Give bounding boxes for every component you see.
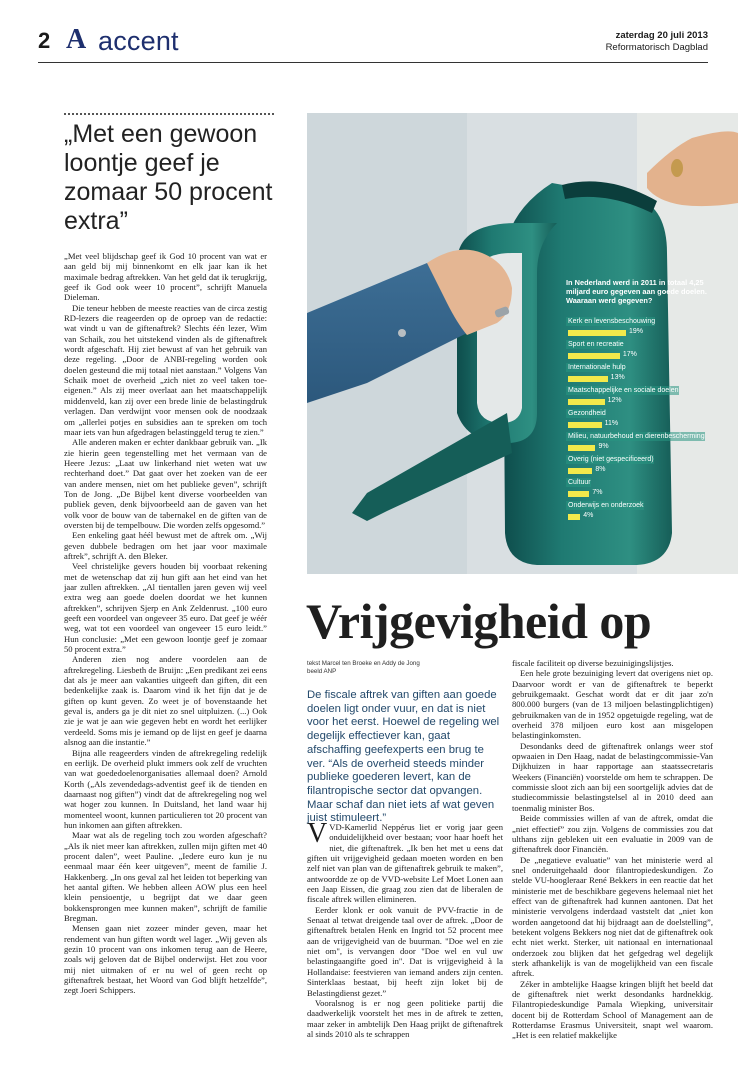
infographic-value-label: 4% (583, 512, 594, 519)
article-lead: De fiscale aftrek van giften aan goede doelen ligt onder vuur, en dat is niet voor het eerst. Hoewel de regeling wel degelijk effectiever kan, gaat afschaffing geefexperts een brug te ver. “Als de overheid steeds minder publieke goederen levert, kan de filantropische sector dat opvangen. Maar schaf dan niet iets af wat geven juist stimuleert.” (307, 689, 500, 825)
infographic-value-label: 13% (610, 374, 625, 381)
issue-date: zaterdag 20 juli 2013 (615, 30, 708, 41)
infographic-category-label: Overig (niet gespecificeerd) (568, 456, 654, 463)
infographic-value-label: 17% (622, 351, 637, 358)
paragraph: „Met veel blijdschap geef ik God 10 procent van wat er aan geld bij mij binnenkomt en elk jaar kan ik het maximale bedrag aftrekken. Van het geld dat ik terugkrijg, geef ik God ook weer 10 procent”, schrijft Manuela Dieleman. (64, 251, 267, 303)
paragraph: De „negatieve evaluatie” van het ministerie werd al snel onderuitgehaald door filantropiedeskundigen. Zo stelde VU-hoogleraar René Bekkers in een reactie dat het ministerie met de beschikbare gegevens helemaal niet het effect van de giftenaftrek had kunnen aantonen. Dat het ministerie vervolgens inderdaad vaststelt dat „niet kon worden aangetoond dat hij bijdraagt aan de doelstelling”, betekent volgens Bekkers nog niet dat de giftenaftrek ook echt niet werkt. Sterker, uit nationaal en internationaal onderzoek zou blijken dat het gefgedrag wel degelijk sterk afhankelijk is van de mogelijkheid van een fiscale aftrek. (512, 854, 713, 979)
paragraph: Maar wat als de regeling toch zou worden afgeschaft? „Als ik niet meer kan aftrekken, zullen mijn giften met 40 procent dalen”, weet Pauline. „Iedere euro kun je nu eenmaal maar één keer uitgeven”, meent de familie J. Hakkenberg. „In ons geval zal het leiden tot beperking van het aantal giften. We hebben alleen AOW plus een heel klein pensioentje, u begrijpt dat we daar geen bokkensprongen mee kunnen maken”, schrijft de familie Bregman. (64, 830, 267, 923)
newspaper-logo: A (66, 24, 87, 55)
article-headline: Vrijgevigheid op (306, 593, 652, 649)
paragraph: Vooralsnog is er nog geen politieke partij die daadwerkelijk voorstelt het mes in de aftrek te zetten, maar zeker in ambtelijk Den Haag prijkt de giftenaftrek al sinds 2010 als te schrappen (307, 997, 503, 1039)
header-dateline (606, 30, 708, 54)
paragraph: Een hele grote bezuiniging levert dat overigens niet op. Daarvoor wordt er van de giftenaftrek te beperkt gebruikgemaakt. Geschat wordt dat er dit jaar zo'n 800.000 burgers (van de 13 miljoen belastingplichtigen) gebruikmaken van de in 1952 opgetuigde regeling, wat de overheid 378 miljoen euro kost aan misgelopen belastinginkomsten. (512, 668, 713, 741)
infographic-category-label: Maatschappelijke en sociale doelen (568, 387, 679, 394)
infographic-row (566, 402, 716, 425)
infographic-value-label: 7% (592, 489, 603, 496)
paragraph (307, 818, 503, 905)
infographic-row (566, 425, 716, 448)
infographic-row (566, 379, 716, 402)
infographic-row (566, 448, 716, 471)
infographic-bar-track (566, 513, 716, 521)
infographic-value-label: 8% (595, 466, 606, 473)
infographic-category-label: Cultuur (568, 479, 591, 486)
paragraph: Desondanks deed de giftenaftrek onlangs weer stof opwaaien in Den Haag, nadat de belastingcommissie-Van Dijkhuizen in haar rapportage aan staatssecretaris Weekers (Financiën) voorstelde om hem te schrappen. De commissie sloot zich aan bij een soortgelijk advies dat de studiecommissie belastingstelsel al in 2010 deed aan toenmalig minister Bos. (512, 740, 713, 813)
paragraph: Zéker in ambtelijke Haagse kringen blijft het beeld dat de giftenaftrek niet werkt desondanks hardnekkig. Filantropiedeskundige Pamala Wiepking, universitair docent bij de Rotterdam School of Management aan de Rotterdamse Erasmus Universiteit, snapt wel waarom. „Het is een relatief makkelijke (512, 978, 713, 1041)
infographic-category-label: Onderwijs en onderzoek (568, 502, 644, 509)
infographic-category-label: Sport en recreatie (568, 341, 624, 348)
infographic-category-label: Milieu, natuurbehoud en dierenbescherming (568, 433, 705, 440)
paragraph: Beide commissies willen af van de aftrek, omdat die „niet effectief” zou zijn. Volgens de commissies zou dat ulthans zijn gebleken uit een evaluatie in 2009 van de giftenaftrek door Financiën. (512, 813, 713, 855)
infographic-title: In Nederland werd in 2011 in totaal 4,25 miljard euro gegeven aan goede doelen. Waaraan werd gegeven? (566, 278, 707, 305)
page-number: 2 (38, 28, 51, 53)
giving-infographic (566, 278, 716, 517)
photo-credit: beeld ANP (307, 668, 337, 675)
publication-name: Reformatorisch Dagblad (605, 42, 708, 53)
infographic-value-label: 9% (598, 443, 609, 450)
dotted-divider (64, 113, 274, 115)
infographic-bar (568, 514, 580, 520)
infographic-row (566, 356, 716, 379)
infographic-row (566, 310, 716, 333)
infographic-category-label: Internationale hulp (568, 364, 626, 371)
infographic-category-label: Gezondheid (568, 410, 606, 417)
infographic-value-label: 11% (604, 420, 619, 427)
article-column-2 (512, 658, 713, 1041)
drop-cap: V (307, 818, 328, 849)
pull-quote: „Met een gewoon loontje geef je zomaar 50 procent extra” (64, 120, 273, 235)
paragraph: fiscale faciliteit op diverse bezuinigingslijstjes. (512, 658, 674, 668)
paragraph: Veel christelijke gevers houden bij voorbaat rekening met de wetenschap dat zij hun gift aan het eind van het jaar zullen aftrekken. „Al tientallen jaren geven wij veel extra weg aan goede doelen doordat we het kunnen aftrekken”, schrijven Sjerp en Ank Zeldenrust. „100 euro geeft een voordeel van ongeveer 35 euro. Dat geef je wéér weg, wat tot een voordeel van ongeveer 15 euro leidt.” Hun conclusie: „Met een gewoon loontje geef je zomaar 50 procent extra.” (64, 561, 267, 655)
article-column-1 (307, 818, 503, 1039)
article-credits (307, 660, 497, 676)
section-title: accent (98, 26, 179, 56)
paragraph: Eerder klonk er ook vanuit de PVV-fractie in de Senaat al tetwat dreigende taal over de aftrek. „Door de giftenaftrek betalen Henk en Ingrid tot 52 procent mee aan de vrijgevigheid van de buurman. "Doe wel en zie niet om", is vervangen door "Doe wel en vul uw belastingaangifte goed in". Dat is vrijgevigheid à la Hollandaise: feestvieren van iemand anders zijn centen. Sinterklaas bestaat, bij heeft zijn loket bij de Belastingdienst gezet.” (307, 904, 503, 998)
paragraph: Die teneur hebben de meeste reacties van de circa zestig RD-lezers die reageerden op de oproep van de redactie: wat vindt u van de giftenaftrek? Slechts één lezer, Wim van Schaik, zou het uitstekend vinden als de giftenaftrek wordt afgeschaft. Hij ziet bewust af van het gebruik van deze regeling. „Door de ANBI-regeling worden ook doelen gesteund die mij totaal niet aanstaan.” Volgens Van Schaik moet de overheid „zich niet zo veel taken toe-eigenen.” Als zij meer overlaat aan het maatschappelijk middenveld, kan zij over een brede linie de belastingdruk verlagen. Dan verdwijnt voor mensen ook de noodzaak om „allerlei potjes en subsidies aan te spreken om toch maar iets van hun afgedragen belastinggeld terug te zien.” (64, 302, 267, 437)
header-divider (38, 62, 708, 63)
author-credit: tekst Marcel ten Broeke en Addy de Jong (307, 660, 420, 667)
infographic-row (566, 471, 716, 494)
paragraph: Bijna alle reageerders vinden de aftrekregeling redelijk en eerlijk. De overheid plukt immers ook zelf de vruchten van wat goededoelenorganisaties allemaal doen? Arnold Korth („Als zevendedags-adventist geef ik de tienden en daarnaast nog giften”) vindt dat de aftrekregeling nog wel wat hoger zou kunnen. In Duitsland, het land waar hij momenteel woont, kunnen particulieren tot 20 procent van hun inkomen aan giften aftrekken. (64, 747, 267, 830)
infographic-category-label: Kerk en levensbeschouwing (568, 318, 656, 325)
paragraph-text: VD-Kamerlid Neppérus liet er vorig jaar geen onduidelijkheid over bestaan; voor haar hoeft het niet, die giftenaftrek. „Ik ben het met u eens dat giften uit vrijgevigheid gedaan moeten worden en ben zelf niet van plan van de giftenaftrek gebruik te maken”, antwoordde ze op de VVD-website Lef Moet Lonen aan een Jaap Eissen, die graag zou zien dat de liberalen de fiscale aftrek willen elimineren. (307, 822, 503, 905)
paragraph: Mensen gaan niet zozeer minder geven, maar het rendement van hun giften wordt wel lager. „Wij geven als gezin 10 procent van ons inkomen terug aan de Heere, zoals wij geloven dat de Bijbel onderwijst. Het zou voor mij niet uitmaken of er nu wel of geen recht op giftenaftrek bestaat, het Woord van God blijft hetzelfde”, zegt Joeri Schippers. (64, 923, 267, 996)
infographic-row (566, 494, 716, 517)
infographic-rows (566, 310, 716, 517)
reader-reactions-column (64, 251, 267, 996)
paragraph: Anderen zien nog andere voordelen aan de aftrekregeling. Liesbeth de Bruijn: „Een predikant zei eens dat als je meer aan vakanties uitgeeft dan giften, dit een bedenkelijke zaak is. Daarom vind ik het fijn dat je de giften op kunt geven. Zo weet je of bovenstaande het geval is, anders ga je dit niet zo snel uitpluizen. (...) Ook zie je wat je aan wie gegeven hebt en wordt het eerlijker verdeeld. Soms mis je iemand op de lijst en geef je daarna alsnog aan die instantie.” (64, 654, 267, 748)
paragraph: Alle anderen maken er echter dankbaar gebruik van. „Ik zie hierin geen tegenstelling met het vermaan van de Heere Jezus: „Laat uw linkerhand niet weten wat uw rechterhand doet.” Dat gaat over het zoeken van de eer van andere mensen, niet om het publieke geven”, schrijft Ton de Jong. „De Bijbel kent diverse voorbeelden van publiek geven, denk bijvoorbeeld aan de gaven van het volk voor de bouw van de tabernakel en de giften van de oversten bij de tempelbouw. Die worden zelfs opgesomd.” (64, 437, 267, 530)
infographic-value-label: 12% (607, 397, 622, 404)
paragraph: Een enkeling gaat héél bewust met de aftrek om. „Wij geven dubbele bedragen om het jaar voor maximale aftrek”, schrijft A. den Bleker. (64, 530, 267, 561)
infographic-value-label: 19% (629, 328, 644, 335)
infographic-row (566, 333, 716, 356)
photo-watering-can (307, 113, 738, 574)
